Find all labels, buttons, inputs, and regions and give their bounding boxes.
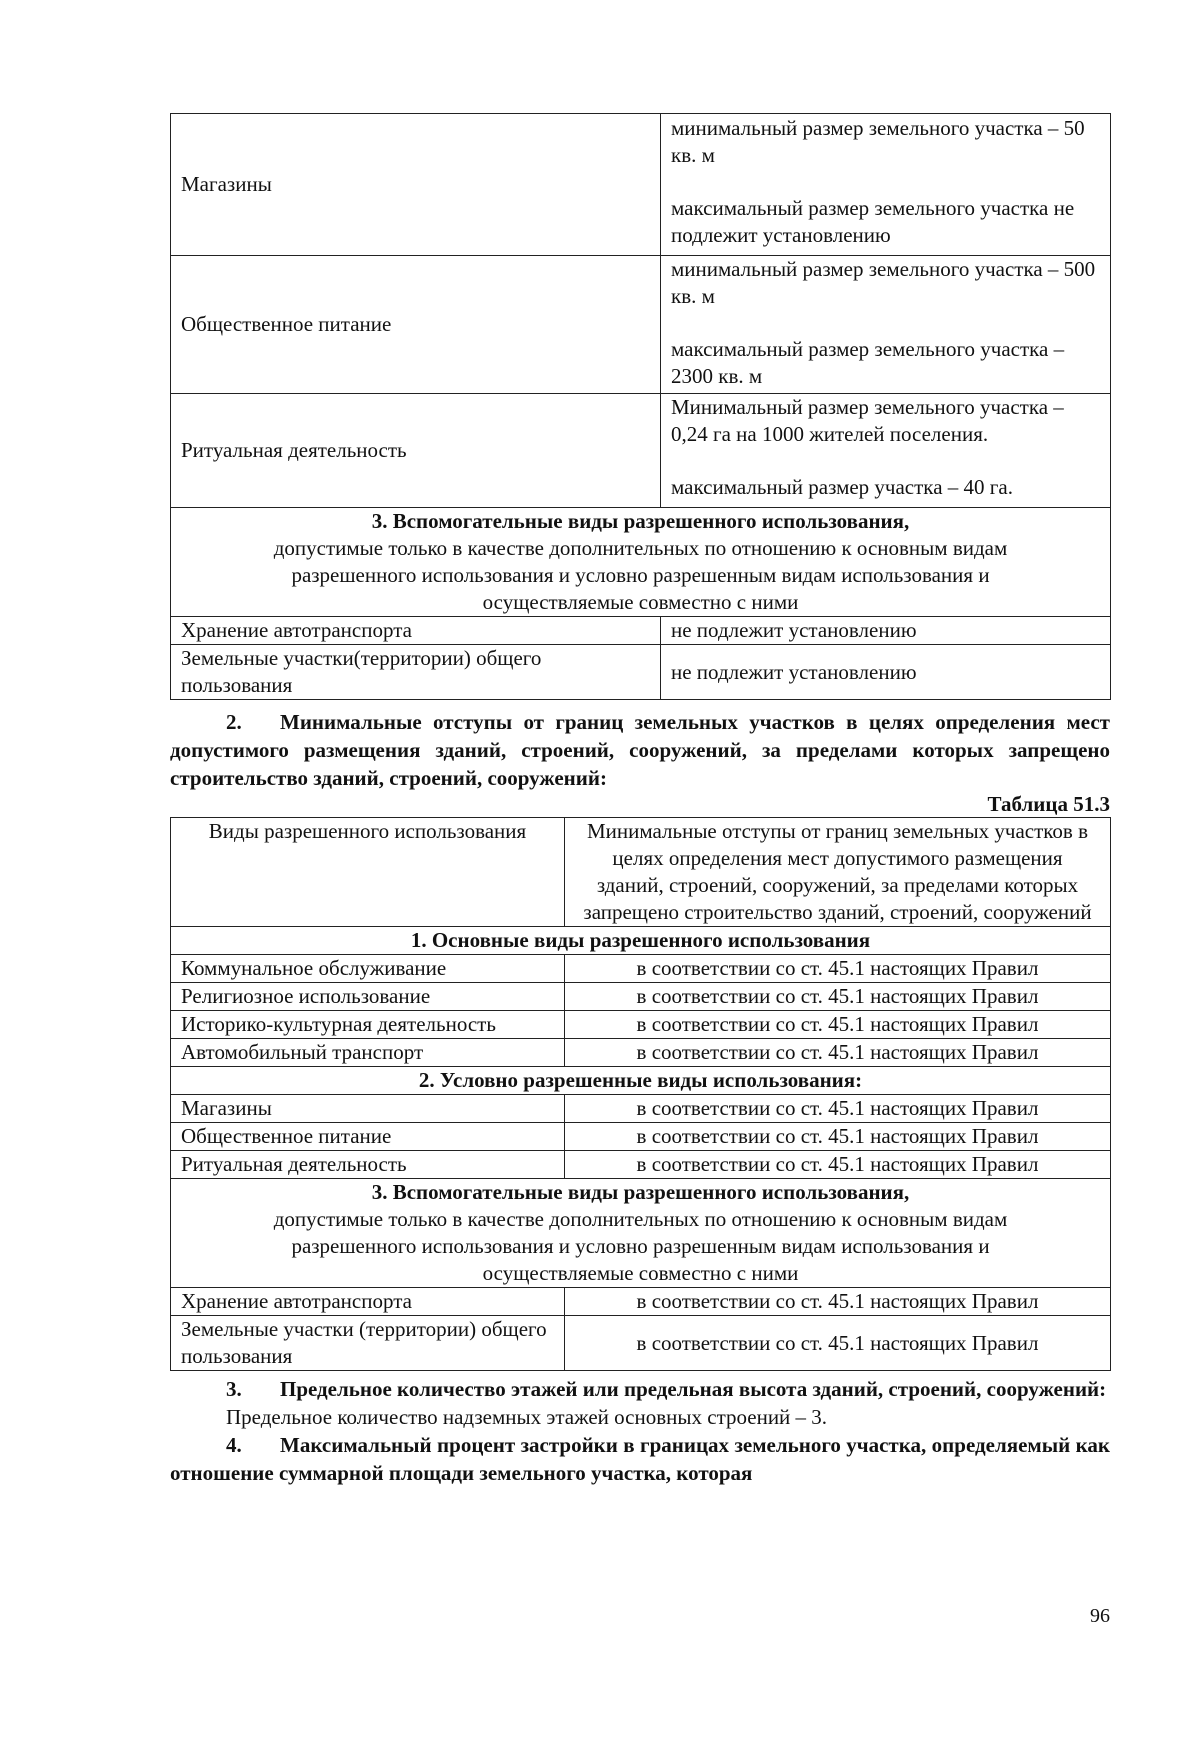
requirement-cell: в соответствии со ст. 45.1 настоящих Правил xyxy=(565,1316,1111,1371)
table-row xyxy=(171,256,1111,394)
paragraph-2 xyxy=(170,708,1110,792)
section-subtitle: допустимые только в качестве дополнительных по отношению к основным видам разрешенного использования и условно разрешенным видам использования и осуществляемые совместно с ними xyxy=(273,536,1008,614)
use-cell: Хранение автотранспорта xyxy=(171,617,661,645)
table-row xyxy=(171,1095,1111,1123)
table-row xyxy=(171,645,1111,700)
requirement-max: максимальный размер земельного участка не подлежит установлению xyxy=(671,196,1075,247)
section-subtitle: допустимые только в качестве дополнительных по отношению к основным видам разрешенного использования и условно разрешенным видам использования и осуществляемые совместно с ними xyxy=(273,1207,1008,1285)
section-title: 3. Вспомогательные виды разрешенного использования, xyxy=(371,509,910,533)
document-page xyxy=(170,113,1110,1487)
section-header-row xyxy=(171,508,1111,617)
use-cell: Автомобильный транспорт xyxy=(171,1039,565,1067)
setback-table xyxy=(170,817,1111,1371)
requirement-cell: в соответствии со ст. 45.1 настоящих Правил xyxy=(565,1151,1111,1179)
table-row xyxy=(171,955,1111,983)
paragraph-3 xyxy=(170,1375,1110,1403)
requirement-cell: в соответствии со ст. 45.1 настоящих Правил xyxy=(565,1039,1111,1067)
requirement-cell: не подлежит установлению xyxy=(661,617,1111,645)
requirement-min: минимальный размер земельного участка – 500 кв. м xyxy=(671,257,1096,308)
use-cell: Магазины xyxy=(171,1095,565,1123)
requirement-cell: в соответствии со ст. 45.1 настоящих Правил xyxy=(565,955,1111,983)
table-row xyxy=(171,1151,1111,1179)
page-number: 96 xyxy=(1090,1605,1110,1627)
use-cell: Общественное питание xyxy=(171,256,661,394)
table-row xyxy=(171,114,1111,256)
use-cell: Земельные участки(территории) общего пользования xyxy=(171,645,661,700)
table-row xyxy=(171,983,1111,1011)
requirement-cell xyxy=(661,394,1111,508)
requirement-min: Минимальный размер земельного участка – 0,24 га на 1000 жителей поселения. xyxy=(671,395,1064,446)
section-header-row xyxy=(171,1179,1111,1288)
section-title: 1. Основные виды разрешенного использования xyxy=(171,927,1111,955)
header-setback: Минимальные отступы от границ земельных участков в целях определения мест допустимого размещения зданий, строений, сооружений, за пределами которых запрещено строительство зданий, строений, сооружений xyxy=(565,818,1111,927)
requirement-cell: в соответствии со ст. 45.1 настоящих Правил xyxy=(565,983,1111,1011)
paragraph-number: 2. xyxy=(226,710,242,734)
use-cell: Общественное питание xyxy=(171,1123,565,1151)
table-row xyxy=(171,1123,1111,1151)
paragraph-3-detail: Предельное количество надземных этажей основных строений – 3. xyxy=(226,1405,828,1429)
header-use: Виды разрешенного использования xyxy=(171,818,565,927)
paragraph-text: Максимальный процент застройки в границах земельного участка, определяемый как отношение суммарной площади земельного участка, которая xyxy=(170,1433,1110,1485)
requirement-cell: в соответствии со ст. 45.1 настоящих Правил xyxy=(565,1123,1111,1151)
requirement-cell: в соответствии со ст. 45.1 настоящих Правил xyxy=(565,1095,1111,1123)
section-title: 3. Вспомогательные виды разрешенного использования, xyxy=(371,1180,910,1204)
requirement-max: максимальный размер участка – 40 га. xyxy=(671,475,1013,499)
requirement-cell: не подлежит установлению xyxy=(661,645,1111,700)
use-cell: Ритуальная деятельность xyxy=(171,394,661,508)
paragraph-text: Минимальные отступы от границ земельных участков в целях определения мест допустимого размещения зданий, строений, сооружений, за пределами которых запрещено строительство зданий, строений, сооружений: xyxy=(170,710,1110,790)
table-row xyxy=(171,617,1111,645)
requirement-cell: в соответствии со ст. 45.1 настоящих Правил xyxy=(565,1011,1111,1039)
use-cell: Хранение автотранспорта xyxy=(171,1288,565,1316)
table-caption: Таблица 51.3 xyxy=(987,792,1110,816)
section-header-row xyxy=(171,927,1111,955)
table-row xyxy=(171,1011,1111,1039)
use-cell: Религиозное использование xyxy=(171,983,565,1011)
requirement-cell xyxy=(661,256,1111,394)
paragraph-number: 3. xyxy=(226,1377,242,1401)
requirement-max: максимальный размер земельного участка – 2300 кв. м xyxy=(671,337,1065,388)
table-row xyxy=(171,1039,1111,1067)
requirement-cell xyxy=(661,114,1111,256)
land-size-table xyxy=(170,113,1111,700)
section-header xyxy=(171,1179,1111,1288)
table-row xyxy=(171,1316,1111,1371)
requirement-min: минимальный размер земельного участка – 50 кв. м xyxy=(671,116,1085,167)
table-row xyxy=(171,1288,1111,1316)
requirement-cell: в соответствии со ст. 45.1 настоящих Правил xyxy=(565,1288,1111,1316)
paragraph-text: Предельное количество этажей или предельная высота зданий, строений, сооружений: xyxy=(280,1377,1107,1401)
table-header-row xyxy=(171,818,1111,927)
paragraph-number: 4. xyxy=(226,1433,242,1457)
use-cell: Магазины xyxy=(171,114,661,256)
use-cell: Историко-культурная деятельность xyxy=(171,1011,565,1039)
section-title: 2. Условно разрешенные виды использования: xyxy=(171,1067,1111,1095)
section-header xyxy=(171,508,1111,617)
use-cell: Земельные участки (территории) общего пользования xyxy=(171,1316,565,1371)
use-cell: Ритуальная деятельность xyxy=(171,1151,565,1179)
paragraph-4 xyxy=(170,1431,1110,1487)
use-cell: Коммунальное обслуживание xyxy=(171,955,565,983)
section-header-row xyxy=(171,1067,1111,1095)
table-row xyxy=(171,394,1111,508)
